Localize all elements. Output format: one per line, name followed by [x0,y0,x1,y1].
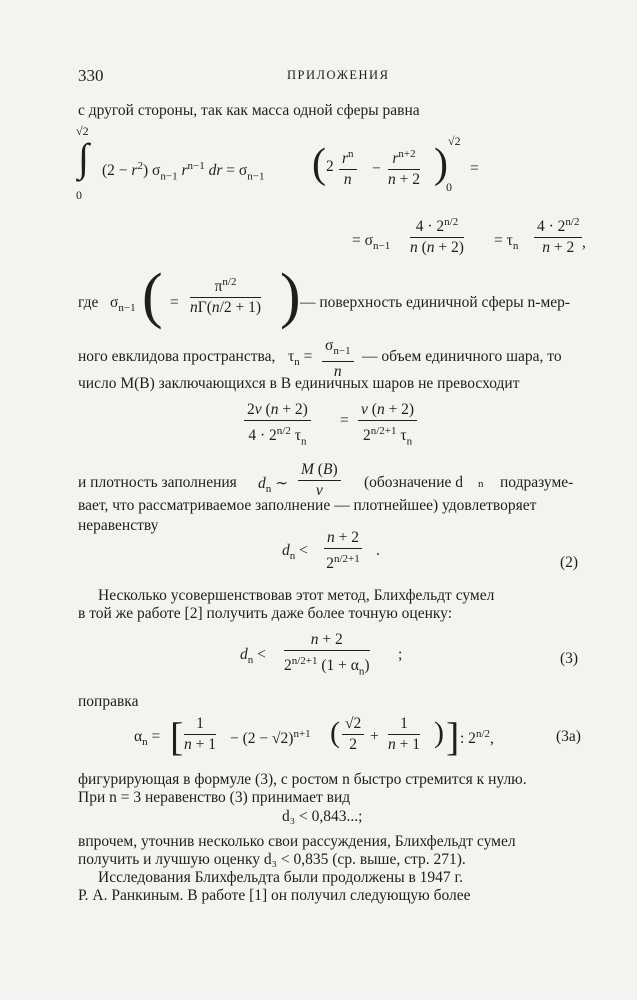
page-number: 330 [78,66,104,85]
figuring-line-2: При n = 3 неравенство (3) принимает вид [78,789,351,806]
density-line-3: неравенству [78,517,159,534]
intro-line: с другой стороны, так как масса одной сферы равна [78,102,420,119]
running-title: ПРИЛОЖЕНИЯ [287,68,390,82]
book-page: 330 ПРИЛОЖЕНИЯ с другой стороны, так как масса одной сферы равна √2 ∫ 0 $(2 - r^2)$ $\sigma_{n-1}$ $r^{n-1}$ dr = $\sigma_{n-1}$ ( 2 $\frac{r^n}{n}$ − $\frac{r^{n+2}}{n + 2}$ ) √2 0 = = $\sigma_{n-1}$ $\frac{4 \cdot 2^{n/2}}{n (n + 2)}$ = $\tau_n$ $\frac{4 \cdot 2^{n/2}}{n + 2}$ , где $\sigma_{n-1}$ ( = $\frac{\pi^{n/2}}{n\Gamma(n/2 + 1)}$ ) — поверхность единичной сферы n-мер- ного евклидова пространства, $\tau_n$ = $\frac{\sigma_{n-1}}{n}$ — объем единичного шара, то число M(B) заключающихся в B единичных шаров не превосходит $\frac{2v (n + 2)}{4 \cdot 2^{n/2} \tau_n}$ = $\frac{v (n + 2)}{2^{n/2+1} \tau_n}$ и плотность заполнения $d_n$ ∼ $\frac{M (B)}{v}$ (обозначение d n подразуме- вает, что рассматриваемое заполнение — плотнейшее) удовлетворяет неравенству $d_n$ < $\frac{n + 2}{2^{n/2+1}}$ . (2) Несколько усовершенствовав этот метод, Блихфельдт сумел в той же работе [2] получить даже более точную оценку: $d_n$ < $\frac{n + 2}{2^{n/2+1} (1 + \alpha_n)}$ ; (3) поправка $\alpha_n$ = [ $\frac{1}{n + 1}$ − $(2 - √2)^{n+1}$ ( $\frac{√2}{2}$ + $\frac{1}{n + 1}$ ) ] : $2^{n/2}$, (3а) фигурирующая в формуле (3), с ростом n быстро стремится к нулю. При n = 3 неравенство (3) принимает вид d₃ < 0,843...; впрочем, уточнив несколько свои рассуждения, Блихфельдт сумел получить и лучшую оценку d₃ < 0,835 (ср. выше, стр. 271). Исследования Блихфельдта были продолжены в 1947 г. Р. А. Ранкиным. В работе [1] он получил следующую более [0,0,637,1000]
equation-number-2: (2) [560,554,579,571]
equation-number-3: (3) [560,650,579,667]
correction-label: поправка [78,693,139,710]
final-line-4: Р. А. Ранкиным. В работе [1] он получил следующую более [78,887,471,904]
paragraph-2-line-1: Несколько усовершенствовав этот метод, Блихфельдт сумел [98,587,495,604]
equation-number-3a: (3а) [556,728,581,745]
final-line-3: Исследования Блихфельдта были продолжены в 1947 г. [98,869,464,886]
figuring-line-1: фигурирующая в формуле (3), с ростом n быстро стремится к нулю. [78,771,527,788]
density-line-2: вает, что рассматриваемое заполнение — плотнейшее) удовлетворяет [78,497,537,514]
paragraph-2-line-2: в той же работе [2] получить даже более точную оценку: [78,605,453,622]
d3-value: d₃ < 0,843...; [282,808,363,825]
final-line-1: впрочем, уточнив несколько свои рассуждения, Блихфельдт сумел [78,833,516,850]
count-line: число M(B) заключающихся в B единичных шаров не превосходит [78,375,520,392]
final-line-2: получить и лучшую оценку d₃ < 0,835 (ср. выше, стр. 271). [78,851,466,868]
